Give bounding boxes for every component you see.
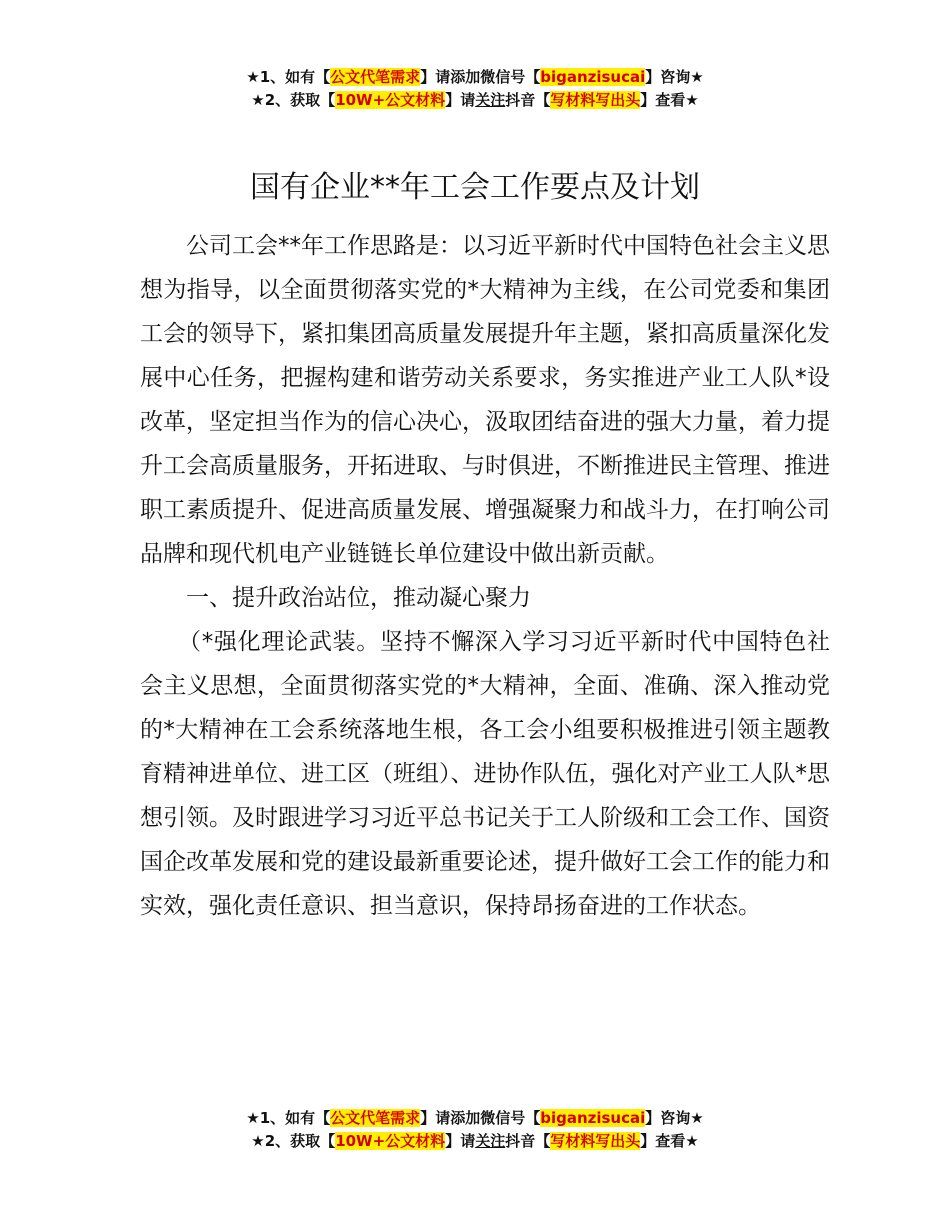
promo-text: ★1、如有【 <box>246 68 331 86</box>
promo-line-2 <box>0 89 950 112</box>
promo-line-2 <box>0 1130 950 1153</box>
document-body <box>140 224 830 928</box>
promo-highlight-writing-service: 公文代笔需求 <box>330 68 421 86</box>
promo-text: 抖音【 <box>505 1132 551 1150</box>
promo-underline-follow: 关注 <box>475 91 506 109</box>
promo-text: ★1、如有【 <box>246 1109 331 1127</box>
promo-text: 抖音【 <box>505 91 551 109</box>
header-promo-banner <box>0 66 950 112</box>
body-paragraph-intro: 公司工会**年工作思路是：以习近平新时代中国特色社会主义思想为指导，以全面贯彻落实党的*大精神为主线，在公司党委和集团工会的领导下，紧扣集团高质量发展提升年主题，紧扣高质量深化发展中心任务，把握构建和谐劳动关系要求，务实推进产业工人队*设改革，坚定担当作为的信心决心，汲取团结奋进的强大力量，着力提升工会高质量服务，开拓进取、与时俱进，不断推进民主管理、推进职工素质提升、促进高质量发展、增强凝聚力和战斗力，在打响公司品牌和现代机电产业链链长单位建设中做出新贡献。 <box>140 233 830 567</box>
promo-text: 】请 <box>445 91 476 109</box>
promo-text: 】查看★ <box>640 91 699 109</box>
promo-line-1 <box>0 66 950 89</box>
promo-text: 】咨询★ <box>645 68 704 86</box>
promo-underline-follow: 关注 <box>475 1132 506 1150</box>
promo-text: ★2、获取【 <box>251 1132 336 1150</box>
promo-text: ★2、获取【 <box>251 91 336 109</box>
promo-highlight-wechat-id: biganzisucai <box>540 1109 646 1127</box>
promo-highlight-materials: 10W+公文材料 <box>335 91 446 109</box>
promo-highlight-wechat-id: biganzisucai <box>540 68 646 86</box>
document-title: 国有企业**年工会工作要点及计划 <box>250 170 700 205</box>
body-paragraph-theory: （*强化理论武装。坚持不懈深入学习习近平新时代中国特色社会主义思想，全面贯彻落实党的*大精神，全面、准确、深入推动党的*大精神在工会系统落地生根，各工会小组要积极推进引领主题教育精神进单位、进工区（班组）、进协作队伍，强化对产业工人队*思想引领。及时跟进学习习近平总书记关于工人阶级和工会工作、国资国企改革发展和党的建设最新重要论述，提升做好工会工作的能力和实效，强化责任意识、担当意识，保持昂扬奋进的工作状态。 <box>140 629 830 919</box>
promo-highlight-douyin-account: 写材料写出头 <box>550 91 641 109</box>
section-heading-1: 一、提升政治站位，推动凝心聚力 <box>186 585 531 611</box>
promo-text: 】请添加微信号【 <box>420 1109 541 1127</box>
promo-text: 】咨询★ <box>645 1109 704 1127</box>
promo-line-1 <box>0 1107 950 1130</box>
promo-highlight-materials: 10W+公文材料 <box>335 1132 446 1150</box>
promo-text: 】请 <box>445 1132 476 1150</box>
promo-highlight-douyin-account: 写材料写出头 <box>550 1132 641 1150</box>
promo-highlight-writing-service: 公文代笔需求 <box>330 1109 421 1127</box>
promo-text: 】查看★ <box>640 1132 699 1150</box>
footer-promo-banner <box>0 1107 950 1153</box>
promo-text: 】请添加微信号【 <box>420 68 541 86</box>
